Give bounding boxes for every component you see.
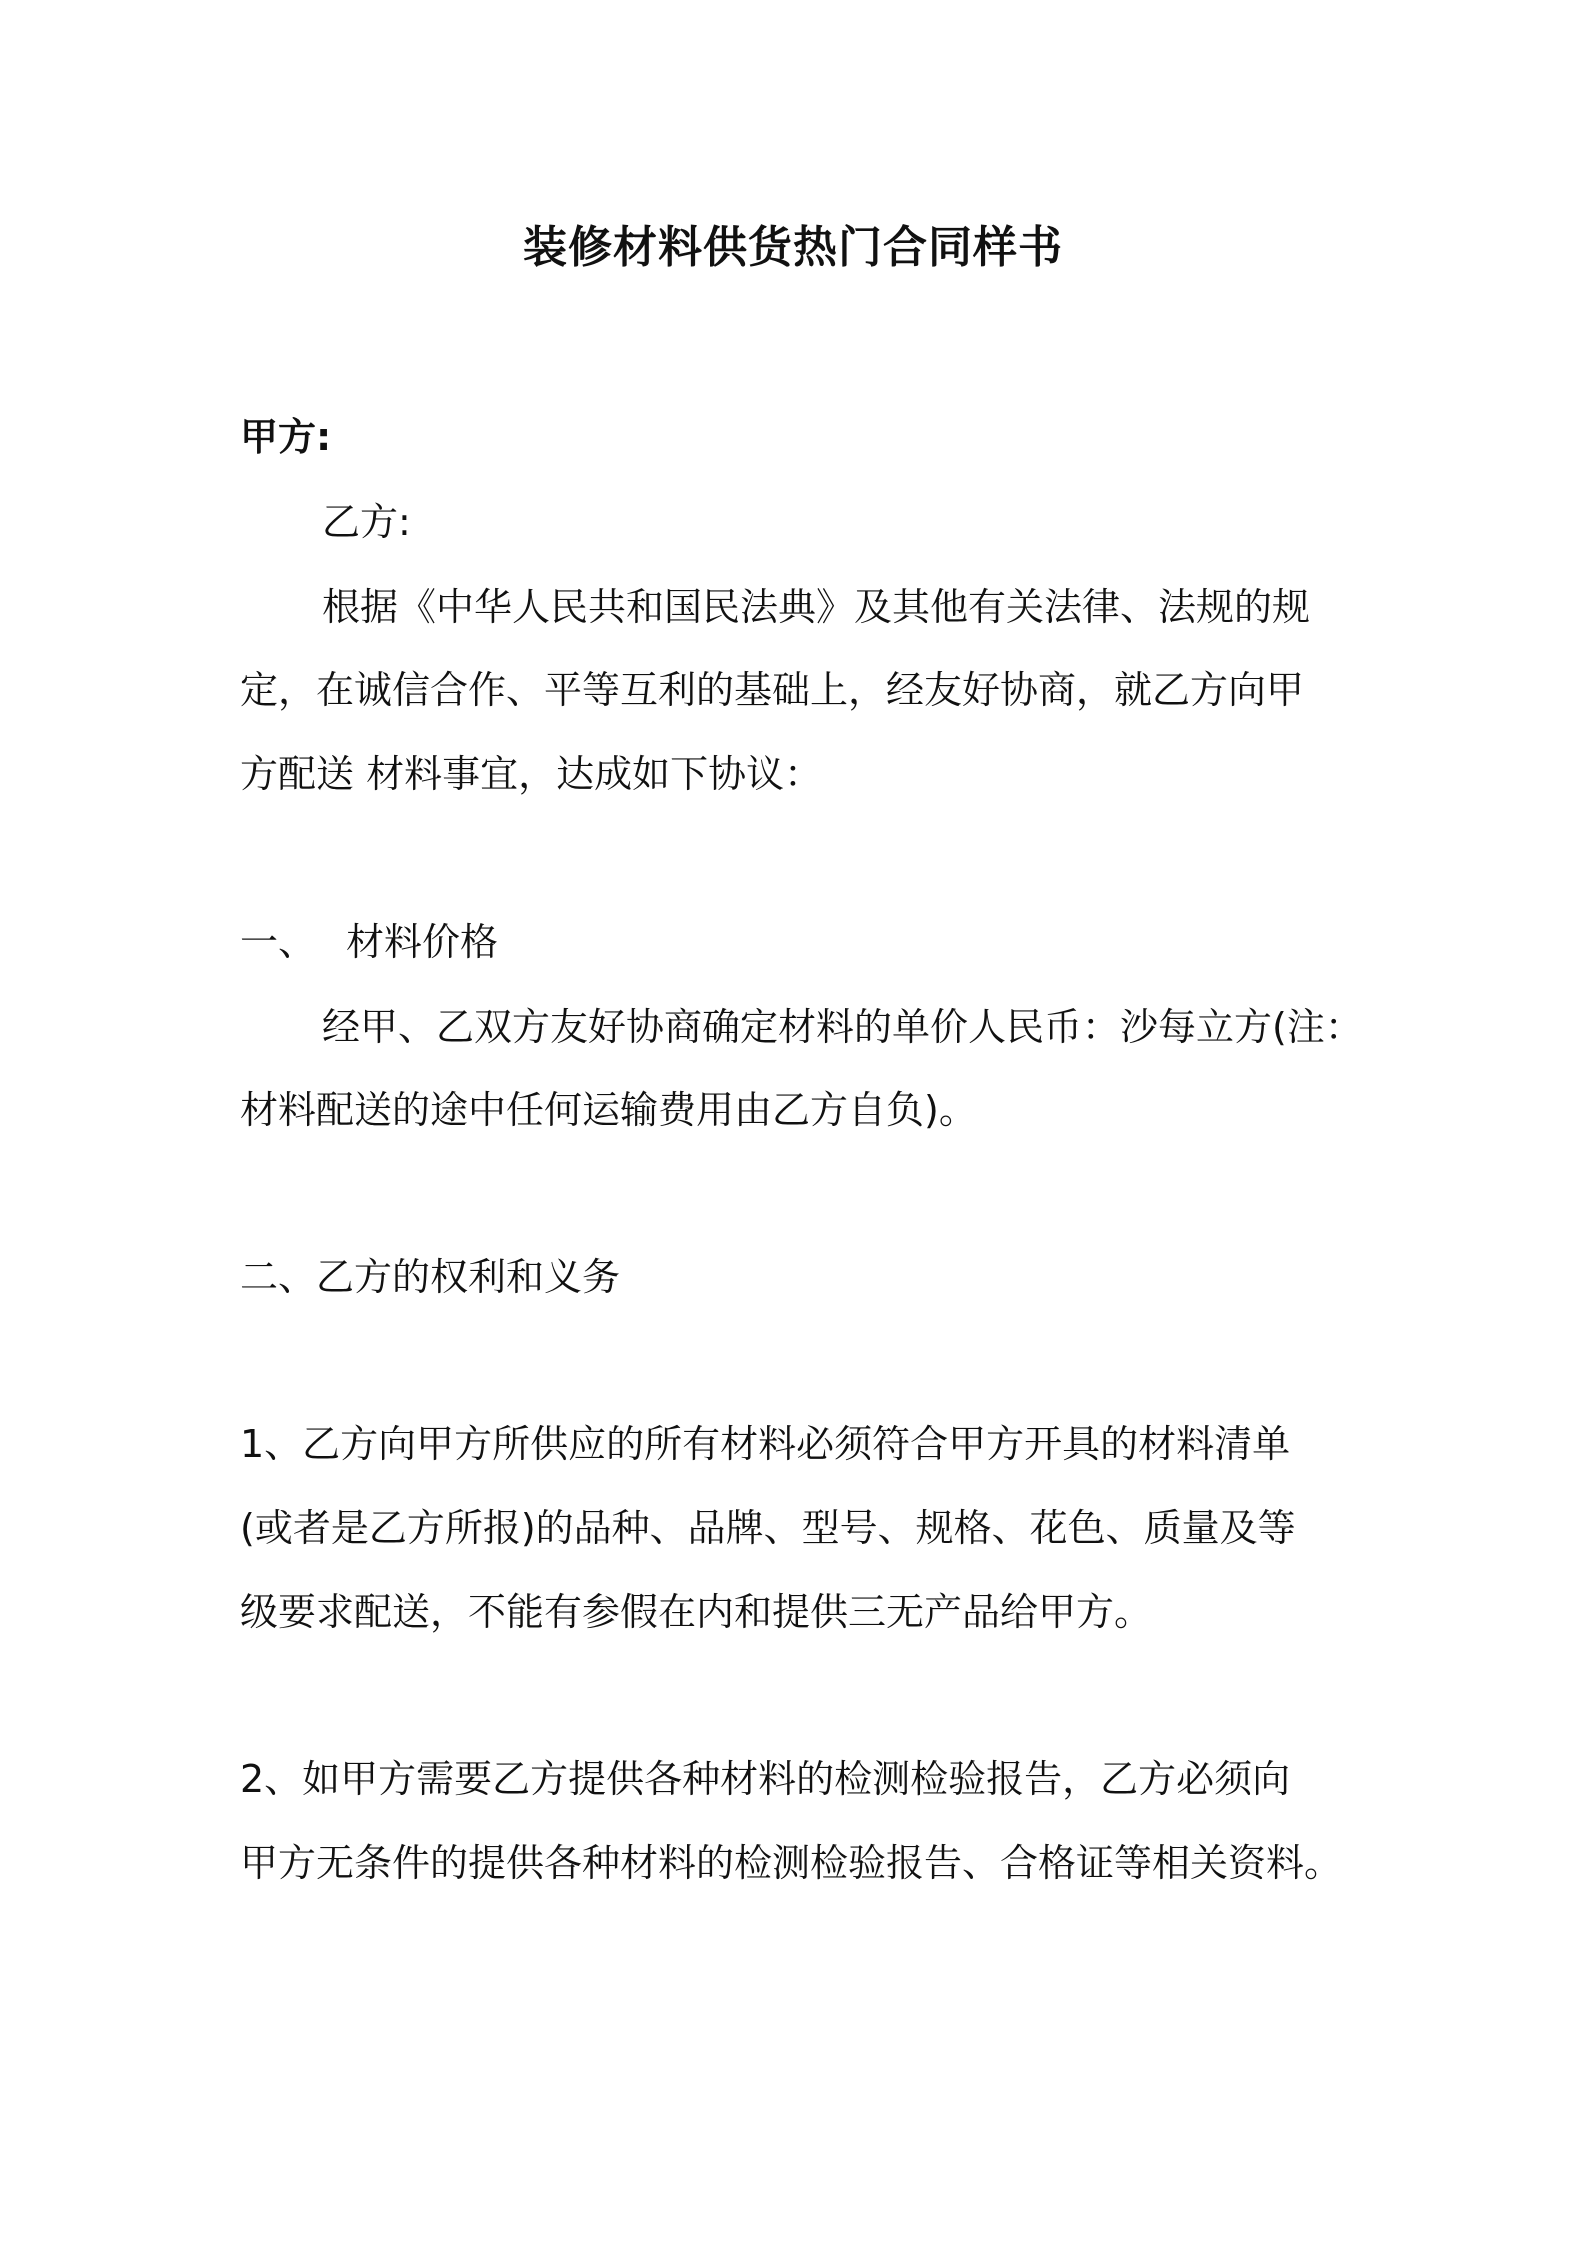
section-2-heading: 二、乙方的权利和义务 [240, 1255, 621, 1299]
party-b-label: 乙方: [322, 500, 411, 544]
section-1-number: 一、 [240, 920, 317, 964]
intro-line-2: 定，在诚信合作、平等互利的基础上，经友好协商，就乙方向甲 [240, 668, 1305, 712]
section-1-heading [240, 910, 498, 974]
section-2-item-2-line-1: 2、如甲方需要乙方提供各种材料的检测检验报告，乙方必须向 [240, 1757, 1291, 1801]
section-2-item-1-line-3: 级要求配送，不能有参假在内和提供三无产品给甲方。 [240, 1590, 1153, 1634]
section-2-item-1-line-2: (或者是乙方所报)的品种、品牌、型号、规格、花色、质量及等 [240, 1506, 1296, 1550]
section-2-item-1-line-1: 1、乙方向甲方所供应的所有材料必须符合甲方开具的材料清单 [240, 1422, 1291, 1466]
intro-line-3: 方配送 材料事宜，达成如下协议： [240, 752, 823, 796]
section-1-title: 材料价格 [346, 920, 499, 964]
section-2-item-2-line-2: 甲方无条件的提供各种材料的检测检验报告、合格证等相关资料。 [240, 1841, 1343, 1885]
section-1-line-2: 材料配送的途中任何运输费用由乙方自负)。 [240, 1088, 977, 1132]
document-title: 装修材料供货热门合同样书 [523, 222, 1063, 273]
intro-line-1: 根据《中华人民共和国民法典》及其他有关法律、法规的规 [322, 585, 1311, 629]
party-a-label: 甲方: [240, 415, 332, 459]
section-1-line-1: 经甲、乙双方友好协商确定材料的单价人民币：沙每立方(注： [322, 1005, 1363, 1049]
